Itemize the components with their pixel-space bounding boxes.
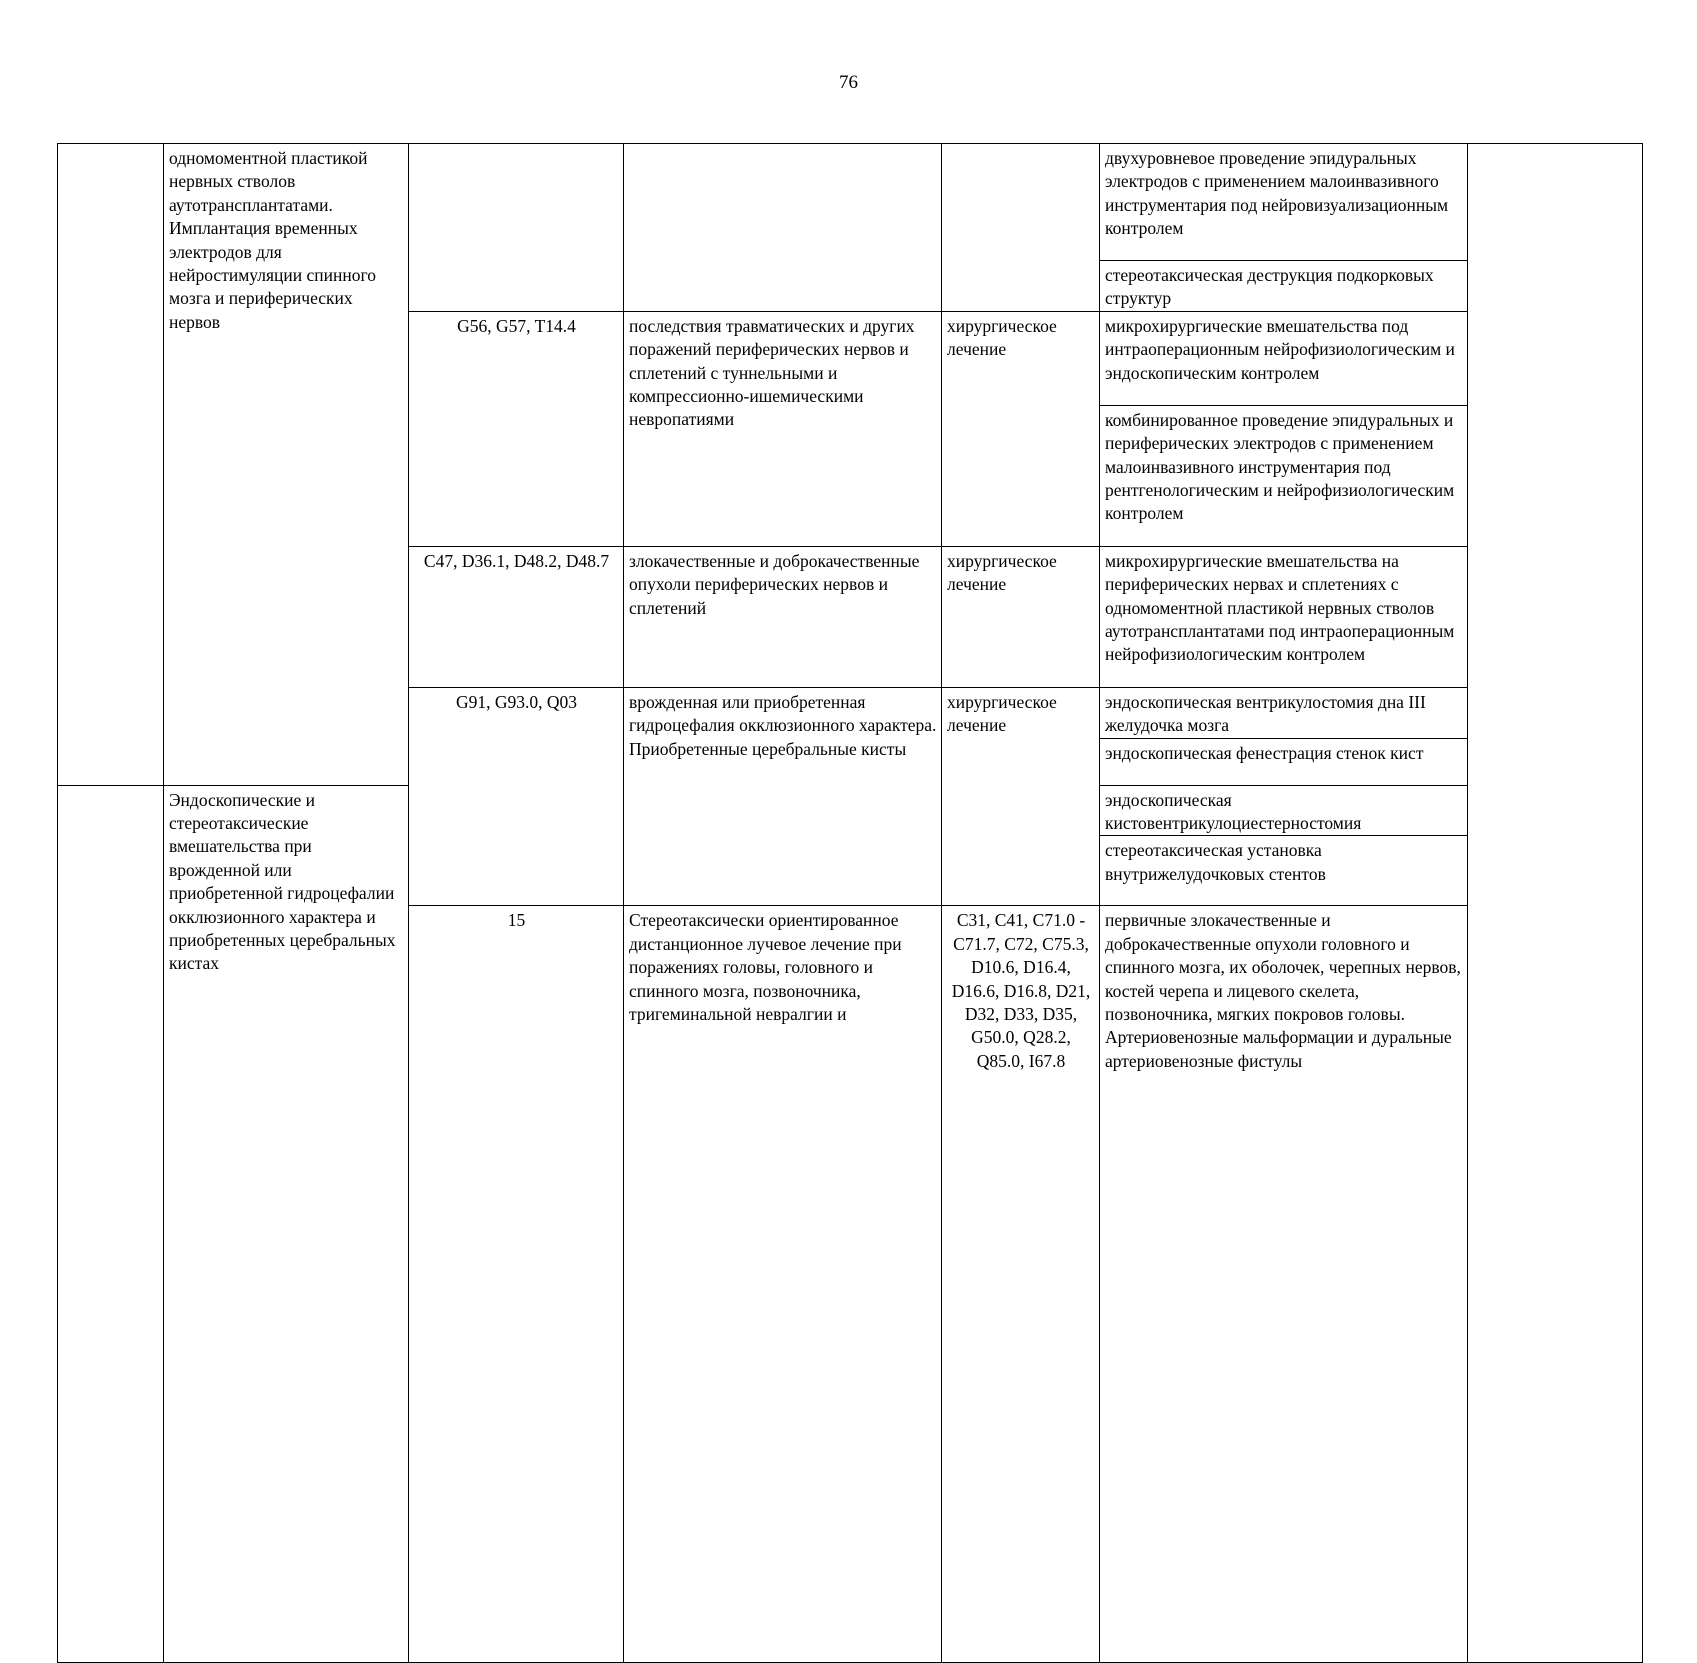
method-cell: Эндоскопические и стереотаксические вмешательства при врожденной или приобретенной гидроцефалии окклюзионного характера и приобретенных церебральных кистах — [164, 785, 409, 1663]
treatment-method-cell: стереотаксическая установка внутрижелудочковых стентов — [1100, 836, 1468, 906]
diagnosis-cell: первичные злокачественные и доброкачественные опухоли головного и спинного мозга, их оболочек, черепных нервов, костей черепа и лицевого скелета, позвоночника, мягких покровов головы. Артериовенозные мальформации и дуральные артериовенозные фистулы — [1100, 906, 1468, 1663]
treatment-method-cell: микрохирургические вмешательства под интраоперационным нейрофизиологическим и эндоскопическим контролем — [1100, 311, 1468, 405]
diagnosis-cell: последствия травматических и других поражений периферических нервов и сплетений с туннельными и компрессионно-ишемическими невропатиями — [624, 311, 942, 546]
codes-cell: C47, D36.1, D48.2, D48.7 — [409, 546, 624, 687]
treatment-method-cell: эндоскопическая кистовентрикулоциестерностомия — [1100, 785, 1468, 836]
codes-cell: C31, C41, C71.0 - C71.7, C72, C75.3, D10.6, D16.4, D16.6, D16.8, D21, D32, D33, D35, G50.0, Q28.2, Q85.0, I67.8 — [942, 906, 1100, 1663]
treatment-method-cell: комбинированное проведение эпидуральных и периферических электродов с применением малоинвазивного инструментария под рентгенологическим и нейрофизиологическим контролем — [1100, 405, 1468, 546]
page-number: 76 — [839, 72, 858, 93]
cost-cell — [1468, 144, 1643, 1663]
treatment-method-cell: эндоскопическая вентрикулостомия дна III желудочка мозга — [1100, 687, 1468, 738]
diagnosis-cell: злокачественные и доброкачественные опухоли периферических нервов и сплетений — [624, 546, 942, 687]
treatment-method-cell: эндоскопическая фенестрация стенок кист — [1100, 738, 1468, 785]
row-number-cell: 15 — [409, 906, 624, 1663]
treatment-method-cell: стереотаксическая деструкция подкорковых структур — [1100, 261, 1468, 312]
treatment-type-cell — [942, 144, 1100, 312]
diagnosis-cell — [624, 144, 942, 312]
group-number-cell — [58, 144, 164, 786]
treatment-type-cell: хирургическое лечение — [942, 311, 1100, 546]
treatment-method-cell: микрохирургические вмешательства на периферических нервах и сплетениях с одномоментной пластикой нервных стволов аутотрансплантатами под интраоперационным нейрофизиологическим контролем — [1100, 546, 1468, 687]
method-cell: одномоментной пластикой нервных стволов аутотрансплантатами. Имплантация временных электродов для нейростимуляции спинного мозга и периферических нервов — [164, 144, 409, 786]
method-cell: Стереотаксически ориентированное дистанционное лучевое лечение при поражениях головы, головного и спинного мозга, позвоночника, тригеминальной невралгии и — [624, 906, 942, 1663]
treatment-method-cell: двухуровневое проведение эпидуральных электродов с применением малоинвазивного инструментария под нейровизуализационным контролем — [1100, 144, 1468, 261]
treatment-type-cell: хирургическое лечение — [942, 687, 1100, 906]
treatment-type-cell: хирургическое лечение — [942, 546, 1100, 687]
diagnosis-cell: врожденная или приобретенная гидроцефалия окклюзионного характера. Приобретенные церебральные кисты — [624, 687, 942, 906]
codes-cell: G56, G57, T14.4 — [409, 311, 624, 546]
codes-cell — [409, 144, 624, 312]
group-number-cell — [58, 785, 164, 1663]
codes-cell: G91, G93.0, Q03 — [409, 687, 624, 906]
medical-care-table — [57, 143, 1643, 1663]
